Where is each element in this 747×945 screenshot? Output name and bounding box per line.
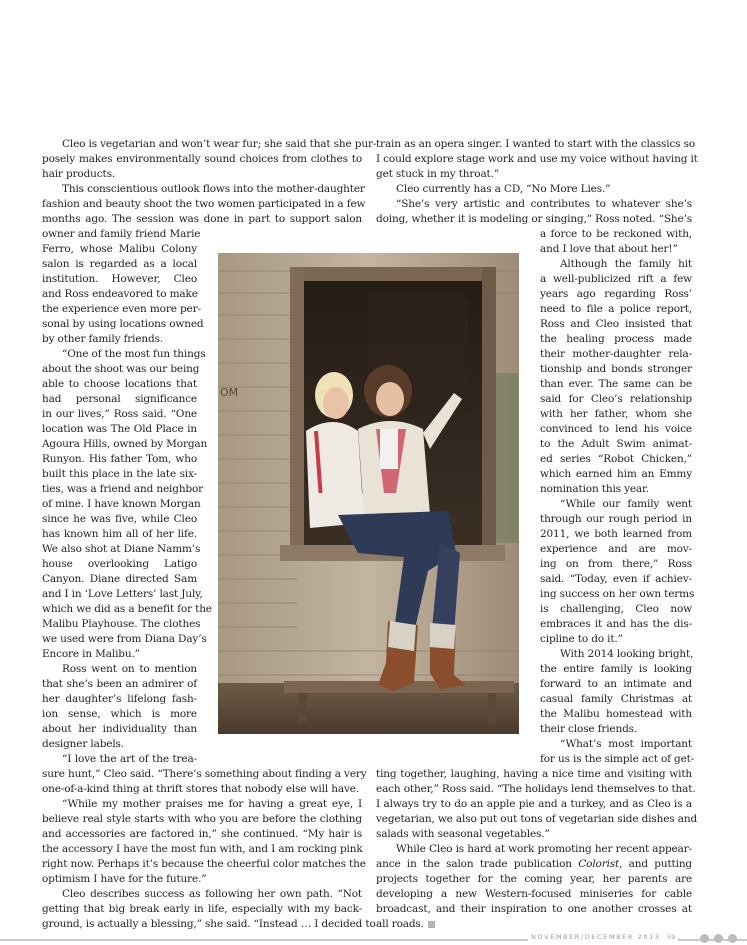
body-text-line: the entire family is looking — [540, 663, 692, 675]
body-text-line: ion sense, which is more — [42, 708, 197, 720]
body-text-line: institution. However, Cleo — [42, 273, 197, 285]
body-text-line: Ferro, whose Malibu Colony — [42, 243, 197, 255]
body-text-line: by other family friends. — [42, 333, 164, 345]
body-text-line: forward to an intimate and — [540, 678, 692, 690]
body-text-line: nomination this year. — [540, 483, 649, 495]
issue-date: NOVEMBER/DECEMBER 2013 — [528, 933, 664, 941]
body-text-fragment: ance in the salon trade publication — [376, 858, 579, 870]
body-text-line: said. “Today, even if achiev- — [540, 573, 692, 585]
footer-dot — [714, 934, 723, 943]
body-text-line: through our rough period in — [540, 513, 692, 525]
body-text-line: right now. Perhaps it’s because the cheerful color matches the — [42, 858, 366, 870]
body-text-line: Cleo currently has a CD, “No More Lies.” — [396, 183, 611, 195]
body-text-line: salads with seasonal vegetables.” — [376, 828, 550, 840]
body-text-line: Runyon. His father Tom, who — [42, 453, 197, 465]
body-text-line: sonal by using locations owned — [42, 318, 204, 330]
body-text-line: Cleo is vegetarian and won’t wear fur; she said that she pur- — [62, 138, 377, 150]
feature-photo — [218, 253, 519, 734]
body-text-line: their close friends. — [540, 723, 638, 735]
body-text-line: embraces it and has the dis- — [540, 618, 692, 630]
body-text-line: Although the family hit — [560, 258, 692, 270]
body-text-line: “She’s very artistic and contributes to whatever she’s — [396, 198, 692, 210]
body-text-line: “One of the most fun things — [62, 348, 206, 360]
window-frame-left — [290, 267, 304, 557]
window-header — [290, 267, 495, 281]
body-text-line: the healing process made — [540, 333, 692, 345]
body-text-line: posely makes environmentally sound choices from clothes to — [42, 153, 362, 165]
body-text-line: While Cleo is hard at work promoting her recent appear- — [396, 843, 692, 855]
body-text-line: convinced to lend his voice — [540, 423, 692, 435]
body-text-line — [376, 857, 692, 872]
body-text-line: Encore in Malibu.” — [42, 648, 140, 660]
footer-dot — [728, 934, 737, 943]
end-of-article-square — [428, 921, 435, 928]
body-text-line: developing a new Western-focused miniseries for cable — [376, 888, 692, 900]
page-number: 59 — [664, 933, 678, 941]
body-text-line: able to choose locations that — [42, 378, 197, 390]
body-text-line: projects together for the coming year, her parents are — [376, 873, 692, 885]
body-text-line: months ago. The session was done in part to support salon — [42, 213, 362, 225]
body-text-line: with her father, whom she — [540, 408, 692, 420]
body-text-line: a well-publicized rift a few — [540, 273, 692, 285]
body-text-line: getting that big break early in life, especially with my back- — [42, 903, 362, 915]
body-text-line: “While our family went — [560, 498, 692, 510]
body-text-line: for us is the simple act of get- — [540, 753, 695, 765]
body-text-line: Ross went on to mention — [62, 663, 197, 675]
body-text-line: broadcast, and their inspiration to one another crosses at — [376, 903, 692, 915]
page-footer — [0, 933, 747, 945]
body-text-line: and I in ‘Love Letters’ last July, — [42, 588, 203, 600]
body-text-line: and I love that about her!” — [540, 243, 678, 255]
body-text-line: 2011, we both learned from — [540, 528, 692, 540]
body-text-line: ing success on her own terms — [540, 588, 695, 600]
body-text-line: than ever. The same can be — [540, 378, 692, 390]
body-text-line: built this place in the late six- — [42, 468, 197, 480]
body-text-line: ties, was a friend and neighbor — [42, 483, 204, 495]
body-text-line: location was The Old Place in — [42, 423, 197, 435]
body-text-line: which earned him an Emmy — [540, 468, 692, 480]
body-text-line: said for Cleo’s relationship — [540, 393, 692, 405]
body-text-line: and Ross endeavored to make — [42, 288, 198, 300]
body-text-line: ed series “Robot Chicken,” — [540, 453, 692, 465]
body-text-line: of mine. I have known Morgan — [42, 498, 201, 510]
body-text-line: about her individuality than — [42, 723, 197, 735]
body-text-line: in our lives,” Ross said. “One — [42, 408, 197, 420]
body-text-line: sure hunt,” Cleo said. “There’s something about finding a very — [42, 768, 367, 780]
body-text-line: ting together, laughing, having a nice time and visiting with — [376, 768, 692, 780]
body-text-fragment: , and putting — [619, 858, 693, 870]
publication-title: Colorist — [578, 858, 620, 870]
body-text-line: fashion and beauty shoot the two women participated in a few — [42, 198, 366, 210]
body-text-line: I always try to do an apple pie and a turkey, and as Cleo is a — [376, 798, 692, 810]
body-text-line: experience and are mov- — [540, 543, 692, 555]
body-text-line: and accessories are factored in,” she continued. “My hair is — [42, 828, 362, 840]
photo-illustration — [218, 253, 519, 734]
body-text-line: about the shoot was our being — [42, 363, 200, 375]
footer-dot — [700, 934, 709, 943]
body-text-line: the Malibu homestead with — [540, 708, 692, 720]
body-text-line: train as an opera singer. I wanted to start with the classics so — [376, 138, 696, 150]
body-text-line: With 2014 looking bright, — [560, 648, 694, 660]
body-text-line: each other,” Ross said. “The holidays lend themselves to that. — [376, 783, 696, 795]
body-text-line: get stuck in my throat.” — [376, 168, 500, 180]
body-text-line: to the Adult Swim animat- — [540, 438, 692, 450]
body-text-line: is challenging, Cleo now — [540, 603, 692, 615]
body-text-line: need to file a police report, — [540, 303, 692, 315]
body-text-line: “While my mother praises me for having a great eye, I — [62, 798, 362, 810]
body-text-line: we used were from Diana Day’s — [42, 633, 207, 645]
body-text-line: vegetarian, we also put out tons of vegetarian side dishes and — [376, 813, 698, 825]
body-text-line: believe real style starts with who you are before the clothing — [42, 813, 362, 825]
body-text-line: This conscientious outlook flows into the mother-daughter — [62, 183, 365, 195]
body-text-line: I could explore stage work and use my voice without having it — [376, 153, 698, 165]
body-text-line: which we did as a benefit for the — [42, 603, 212, 615]
body-text-line: years ago regarding Ross’ — [540, 288, 692, 300]
body-text-line: salon is regarded as a local — [42, 258, 197, 270]
body-text-line: hair products. — [42, 168, 116, 180]
body-text-line: since he was five, while Cleo — [42, 513, 197, 525]
body-text-line: the experience even more per- — [42, 303, 201, 315]
body-text-line: optimism I have for the future.” — [42, 873, 207, 885]
body-text-line: cipline to do it.” — [540, 633, 623, 645]
body-text-line: one-of-a-kind thing at thrift stores that nobody else will have. — [42, 783, 359, 795]
body-text-line: “I love the art of the trea- — [62, 753, 197, 765]
body-text-line: ground, is actually a blessing,” she said. “Instead … I decided to — [42, 918, 376, 930]
body-text-line: their mother-daughter rela- — [540, 348, 692, 360]
body-text-line: has known him all of her life. — [42, 528, 197, 540]
body-text-line: had personal significance — [42, 393, 197, 405]
body-text-line: tionship and bonds stronger — [540, 363, 692, 375]
body-text-line — [376, 917, 435, 932]
body-text-line: casual family Christmas at — [540, 693, 692, 705]
window-frame-right — [482, 267, 496, 557]
body-text-line: owner and family friend Marie — [42, 228, 201, 240]
body-text-line: her daughter’s lifelong fash- — [42, 693, 197, 705]
wall-sign-text: OM — [220, 386, 239, 399]
body-text-line: house overlooking Latigo — [42, 558, 197, 570]
body-text-line: doing, whether it is modeling or singing,” Ross noted. “She’s — [376, 213, 692, 225]
body-text-line: the accessory I have the most fun with, and I am rocking pink — [42, 843, 363, 855]
body-text-line: designer labels. — [42, 738, 124, 750]
body-text-line: ing on from there,” Ross — [540, 558, 692, 570]
body-text-line: Canyon. Diane directed Sam — [42, 573, 197, 585]
body-text-line: Malibu Playhouse. The clothes — [42, 618, 201, 630]
body-text-line: We also shot at Diane Namm’s — [42, 543, 201, 555]
body-text-line: a force to be reckoned with, — [540, 228, 692, 240]
body-text-line: that she’s been an admirer of — [42, 678, 197, 690]
body-text-line: “What’s most important — [560, 738, 692, 750]
body-text-line: Cleo describes success as following her own path. “Not — [62, 888, 362, 900]
body-text-fragment: all roads. — [376, 918, 424, 930]
body-text-line: Agoura Hills, owned by Morgan — [42, 438, 208, 450]
body-text-line: Ross and Cleo insisted that — [540, 318, 692, 330]
